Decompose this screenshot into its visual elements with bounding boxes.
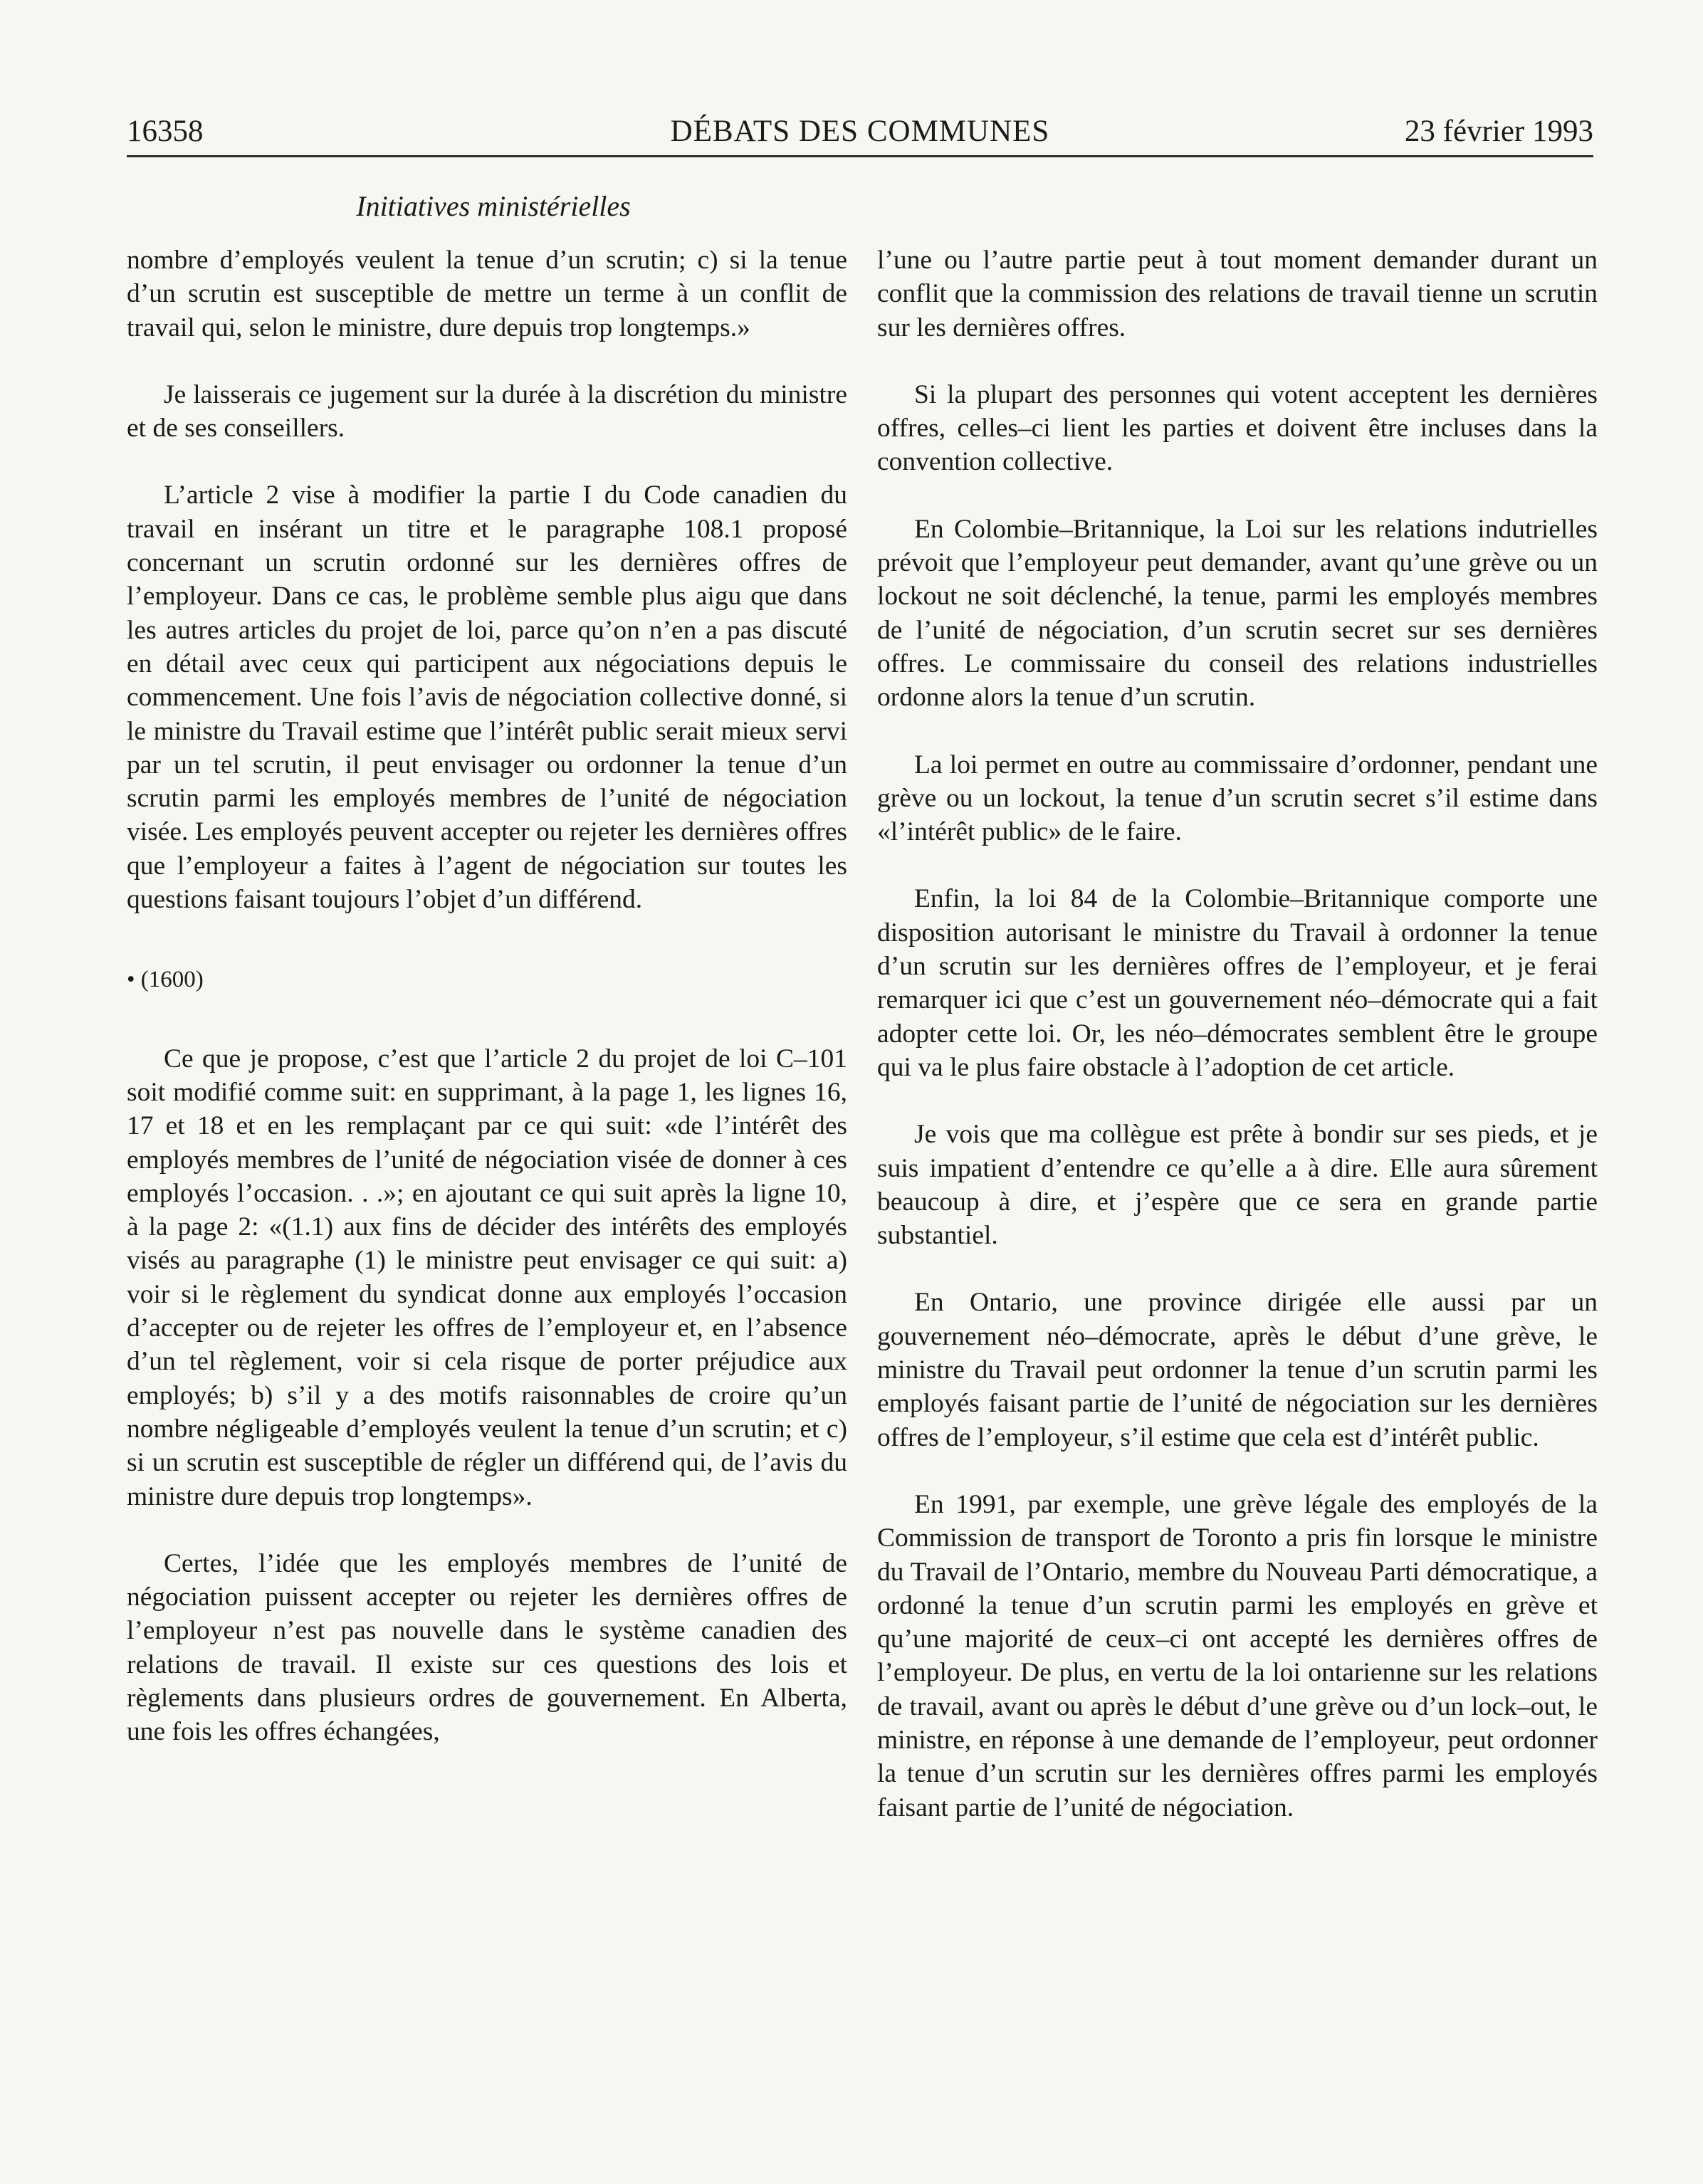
right-column [877,243,1598,1825]
paragraph: l’une ou l’autre partie peut à tout moment demander durant un conflit que la commission des relations de travail tienne un scrutin sur les dernières offres. [877,246,1598,342]
paragraph: Je vois que ma collègue est prête à bondir sur ses pieds, et je suis impatient d’entendre ce qu’elle a à dire. Elle aura sûrement beaucoup à dire, et j’espère que ce sera en grande partie substantiel. [877,1120,1598,1251]
publication-date: 23 février 1993 [1404,115,1593,148]
paragraph: Je laisserais ce jugement sur la durée à la discrétion du ministre et de ses conseillers. [127,379,847,443]
paragraph: Enfin, la loi 84 de la Colombie–Britannique comporte une disposition autorisant le ministre du Travail à ordonner la tenue d’un scrutin sur les dernières offres de l’employeur, et je ferai remarquer ici que c’est un gouvernement néo–démocrate qui a fait adopter cette loi. Or, les néo–démocrates semblent être le groupe qui va le plus faire obstacle à l’adoption de cet article. [877,884,1598,1082]
paragraph: En 1991, par exemple, une grève légale des employés de la Commission de transport de Toronto a pris fin lorsque le ministre du Travail de l’Ontario, membre du Nouveau Parti démocratique, a ordonné la tenue d’un scrutin parmi les employés en grève et qu’une majorité de ceux–ci ont accepté les dernières offres de l’employeur. De plus, en vertu de la loi ontarienne sur les relations de travail, avant ou après le début d’une grève ou d’un lock–out, le ministre, en réponse à une demande de l’employeur, peut ordonner la tenue d’un scrutin sur les dernières offres parmi les employés faisant partie de l’unité de négociation. [877,1489,1598,1822]
paragraph: L’article 2 vise à modifier la partie I du Code canadien du travail en insérant un titre et le paragraphe 108.1 proposé concernant un scrutin ordonné sur les dernières offres de l’employeur. Dans ce cas, le problème semble plus aigu que dans les autres articles du projet de loi, parce qu’on n’en a pas discuté en détail avec ceux qui participent aux négociations depuis le commencement. Une fois l’avis de négociation collective donné, si le ministre du Travail estime que l’intérêt public serait mieux servi par un tel scrutin, il peut envisager ou ordonner la tenue d’un scrutin parmi les employés membres de l’unité de négociation visée. Les employés peuvent accepter ou rejeter les dernières offres que l’employeur a faites à l’agent de négociation sur toutes les questions faisant toujours l’objet d’un différend. [127,481,847,915]
paragraph: Ce que je propose, c’est que l’article 2 du projet de loi C–101 soit modifié comme suit: en supprimant, à la page 1, les lignes 16, 17 et 18 et en les remplaçant par ce qui suit: «de l’intérêt des employés membres de l’unité de négociation visée de donner à ces employés l’occasion. . .»; en ajoutant ce qui suit après la ligne 10, à la page 2: «(1.1) aux fins de décider des intérêts des employés visés au paragraphe (1) le ministre peut envisager ce qui suit: a) voir si le règlement du syndicat donne aux employés l’occasion d’accepter ou de rejeter les offres de l’employeur et, en l’absence d’un tel règlement, voir si cela risque de porter préjudice aux employés; b) s’il y a des motifs raisonnables de croire qu’un nombre négligeable d’employés veulent la tenue d’un scrutin; et c) si un scrutin est susceptible de régler un différend qui, de l’avis du ministre dure depuis trop longtemps». [127,1044,847,1511]
paragraph: Si la plupart des personnes qui votent acceptent les dernières offres, celles–ci lient les parties et doivent être incluses dans la convention collective. [877,379,1598,477]
paragraph: La loi permet en outre au commissaire d’ordonner, pendant une grève ou un lockout, la tenue d’un scrutin secret s’il estime dans «l’intérêt public» de le faire. [877,750,1598,847]
left-column [127,243,847,1749]
paragraph: nombre d’employés veulent la tenue d’un scrutin; c) si la tenue d’un scrutin est susceptible de mettre un terme à un conflit de travail qui, selon le ministre, dure depuis trop longtemps.» [127,246,847,342]
section-subtitle: Initiatives ministérielles [356,190,631,222]
page-header [127,114,1593,154]
paragraph: En Colombie–Britannique, la Loi sur les relations indutrielles prévoit que l’employeur peut demander, avant qu’une grève ou un lockout ne soit déclenché, la tenue, parmi les employés membres de l’unité de négociation, d’un scrutin secret sur ses dernières offres. Le commissaire du conseil des relations industrielles ordonne alors la tenue d’un scrutin. [877,514,1598,713]
publication-title: DÉBATS DES COMMUNES [670,115,1050,148]
header-rule [127,155,1593,157]
page-number: 16358 [127,115,204,148]
paragraph: Certes, l’idée que les employés membres de l’unité de négociation puissent accepter ou rejeter les dernières offres de l’employeur n’est pas nouvelle dans le système canadien des relations de travail. Il existe sur ces questions des lois et règlements dans plusieurs ordres de gouvernement. En Alberta, une fois les offres échangées, [127,1548,847,1747]
paragraph: En Ontario, une province dirigée elle aussi par un gouvernement néo–démocrate, après le début d’une grève, le ministre du Travail peut ordonner la tenue d’un scrutin parmi les employés faisant partie de l’unité de négociation sur les dernières offres de l’employeur, s’il estime que cela est d’intérêt public. [877,1288,1598,1452]
time-marker: • (1600) [127,967,204,993]
